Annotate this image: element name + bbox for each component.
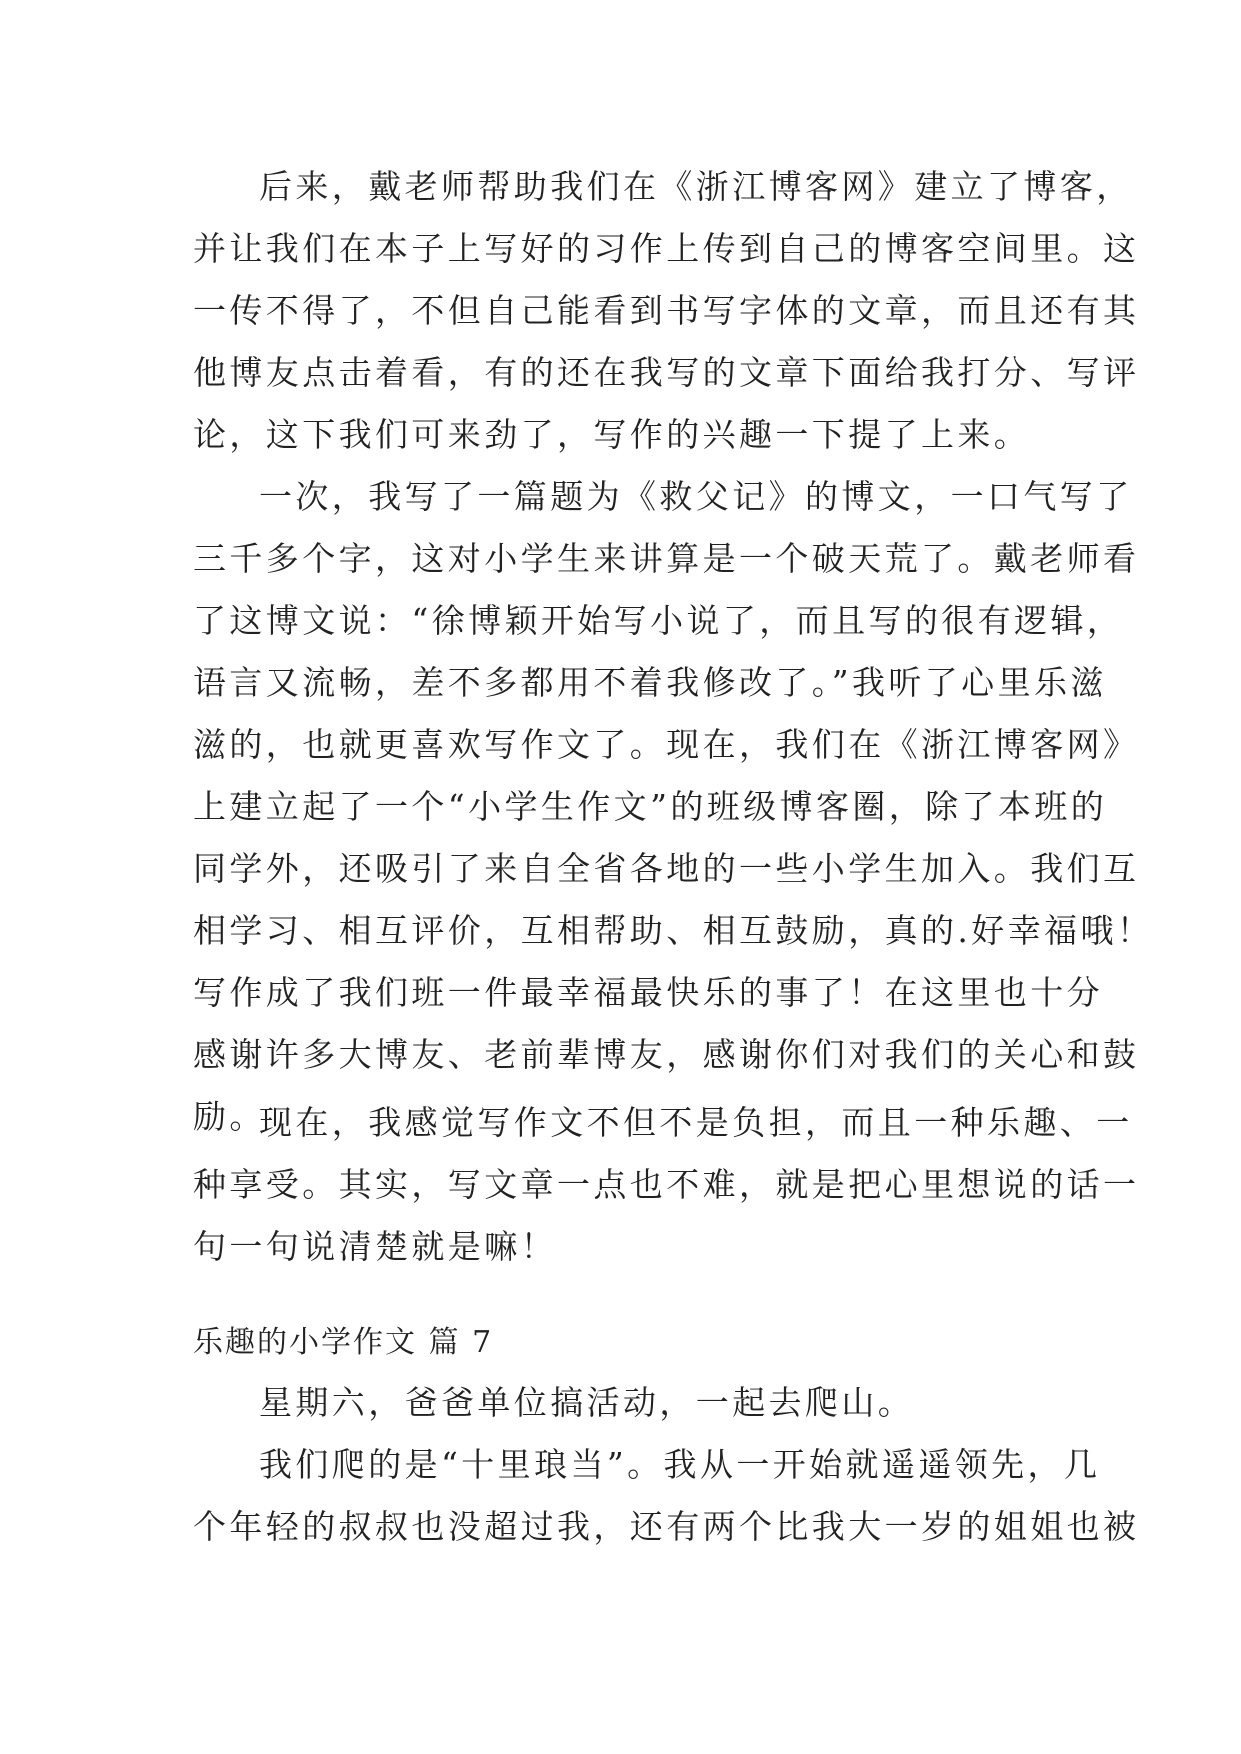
paragraph-line: 写作成了我们班一件最幸福最快乐的事了！在这里也十分 — [193, 973, 1103, 1012]
paragraph-2 — [193, 466, 1154, 1148]
paragraph-line: 语言又流畅，差不多都用不着我修改了。”我听了心里乐滋 — [193, 663, 1107, 702]
paragraph-line: 论，这下我们可来劲了，写作的兴趣一下提了上来。 — [193, 415, 1031, 454]
paragraph-line: 相学习、相互评价，互相帮助、相互鼓励，真的.好幸福哦！ — [193, 911, 1154, 950]
section-paragraph-2 — [193, 1434, 1140, 1558]
paragraph-line: 后来，戴老师帮助我们在《浙江博客网》建立了博客， — [259, 167, 1133, 206]
paragraph-line: 现在，我感觉写作文不但不是负担，而且一种乐趣、一 — [259, 1103, 1133, 1142]
paragraph-line: 上建立起了一个“小学生作文”的班级博客圈，除了本班的 — [193, 787, 1108, 826]
paragraph-line: 一传不得了，不但自己能看到书写字体的文章，而且还有其 — [193, 291, 1140, 330]
paragraph-1 — [193, 156, 1140, 466]
paragraph-line: 三千多个字，这对小学生来讲算是一个破天荒了。戴老师看 — [193, 539, 1140, 578]
paragraph-line: 个年轻的叔叔也没超过我，还有两个比我大一岁的姐姐也被 — [193, 1507, 1140, 1546]
section-paragraph-1 — [193, 1372, 1053, 1434]
paragraph-line: 并让我们在本子上写好的习作上传到自己的博客空间里。这 — [193, 229, 1140, 268]
paragraph-line: 滋的，也就更喜欢写作文了。现在，我们在《浙江博客网》 — [193, 725, 1140, 764]
section-heading: 乐趣的小学作文 篇 7 — [193, 1325, 494, 1360]
paragraph-3 — [193, 1092, 1140, 1278]
paragraph-line: 我们爬的是“十里琅当”。我从一开始就遥遥领先，几 — [259, 1445, 1101, 1484]
paragraph-line: 星期六，爸爸单位搞活动，一起去爬山。 — [259, 1383, 915, 1422]
paragraph-line: 感谢许多大博友、老前辈博友，感谢你们对我们的关心和鼓 — [193, 1035, 1140, 1074]
paragraph-line: 一次，我写了一篇题为《救父记》的博文，一口气写了 — [259, 477, 1133, 516]
paragraph-line: 他博友点击着看，有的还在我写的文章下面给我打分、写评 — [193, 353, 1140, 392]
paragraph-line: 种享受。其实，写文章一点也不难，就是把心里想说的话一 — [193, 1165, 1140, 1204]
paragraph-line: 句一句说清楚就是嘛！ — [193, 1227, 557, 1266]
paragraph-line: 励。 — [193, 1097, 266, 1136]
paragraph-line: 了这博文说：“徐博颖开始写小说了，而且写的很有逻辑， — [193, 601, 1124, 640]
paragraph-line: 同学外，还吸引了来自全省各地的一些小学生加入。我们互 — [193, 849, 1140, 888]
